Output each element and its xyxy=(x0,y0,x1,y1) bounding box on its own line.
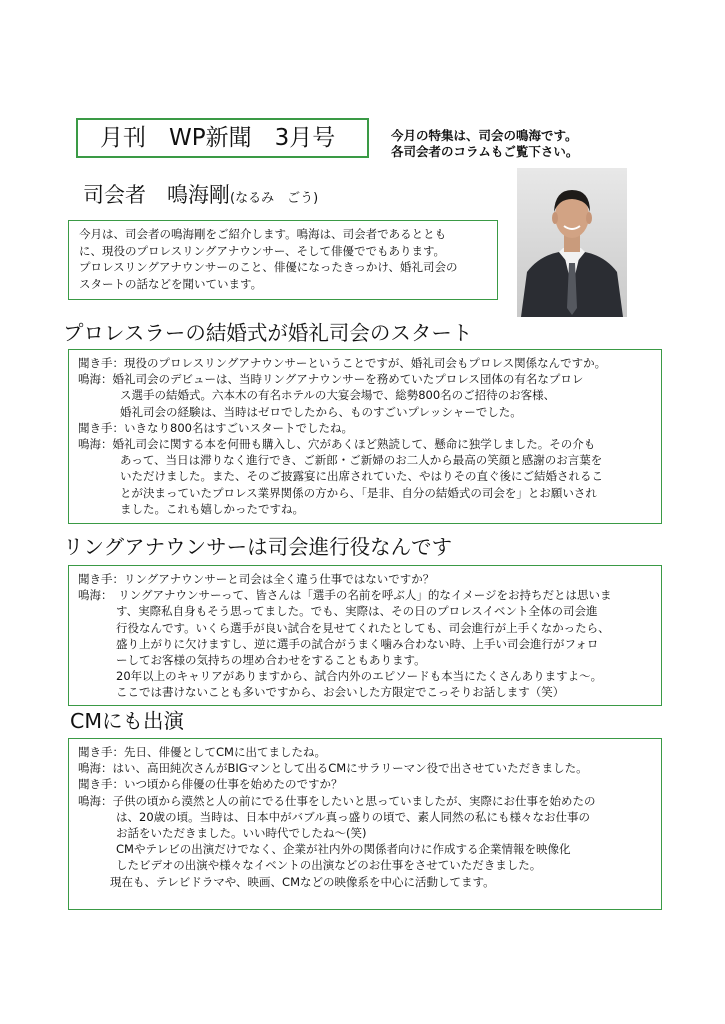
interview-line: す、実際私自身もそう思ってました。でも、実際は、その日のプロレスイベント全体の司会進 xyxy=(116,604,598,619)
mc-name-kana: (なるみ ごう) xyxy=(230,191,319,206)
interview-line: したビデオの出演や様々なイベントの出演などのお仕事をさせていただきました。 xyxy=(116,858,542,873)
interview-line: 鳴海：子供の頃から漠然と人の前にでる仕事をしたいと思っていましたが、実際にお仕事を始めたの xyxy=(78,793,596,808)
interview-line: ス選手の結婚式。六本木の有名ホテルの大宴会場で、総勢800名のご招待のお客様、 xyxy=(120,388,556,403)
interview-line: 鳴海： リングアナウンサーって、皆さんは「選手の名前を呼ぶ人」的なイメージをお持ちだとは思いま xyxy=(78,588,612,603)
interview-line: 聞き手：現役のプロレスリングアナウンサーということですが、婚礼司会もプロレス関係なんですか。 xyxy=(78,356,607,370)
interview-line: 20年以上のキャリアがありますから、試合内外のエピソードも本当にたくさんありますよ〜。 xyxy=(116,669,603,684)
interview-line: 行役なんです。いくら選手が良い試合を見せてくれたとしても、司会進行が上手くなかったら、 xyxy=(116,620,610,635)
interview-line: 盛り上がりに欠けますし、逆に選手の試合がうまく噛み合わない時、上手い司会進行がフォロ xyxy=(116,636,599,651)
interview-line: は、20歳の頃。当時は、日本中がバブル真っ盛りの頃で、素人同然の私にも様々なお仕事の xyxy=(116,809,590,824)
intro-line: プロレスリングアナウンサーのこと、俳優になったきっかけ、婚礼司会の xyxy=(79,260,458,274)
section-heading: リングアナウンサーは司会進行役なんです xyxy=(63,535,453,559)
interview-line: 聞き手：いつ頃から俳優の仕事を始めたのですか？ xyxy=(78,777,343,792)
interview-line: ました。これも嬉しかったですね。 xyxy=(120,501,304,516)
feature-note xyxy=(391,128,578,160)
interview-line: 婚礼司会の経験は、当時はゼロでしたから、ものすごいプレッシャーでした。 xyxy=(120,404,522,419)
intro-line: に、現役のプロレスリングアナウンサー、そして俳優ででもあります。 xyxy=(79,243,446,258)
interview-line: 聞き手：先日、俳優としてCMに出てましたね。 xyxy=(78,745,326,759)
interview-line: ーしてお客様の気持ちの埋め合わせをすることもあります。 xyxy=(116,653,426,668)
interview-line: あって、当日は滞りなく進行でき、ご新郎・ご新婦のお二人から最高の笑顔と感謝のお言葉を xyxy=(120,453,603,468)
section-heading: プロレスラーの結婚式が婚礼司会のスタート xyxy=(63,321,473,345)
interview-box xyxy=(68,349,662,524)
feature-line: 各司会者のコラムもご覧下さい。 xyxy=(391,144,579,159)
interview-line: とが決まっていたプロレス業界関係の方から、「是非、自分の結婚式の司会を」とお願いされ xyxy=(120,485,597,500)
interview-line: 聞き手：リングアナウンサーと司会は全く違う仕事ではないですか？ xyxy=(78,572,435,586)
section-heading: CMにも出演 xyxy=(70,709,185,733)
mc-name-heading xyxy=(83,182,318,212)
interview-box xyxy=(68,738,662,910)
interview-box xyxy=(68,565,662,706)
newsletter-title: 月刊 WP新聞 3月号 xyxy=(76,118,369,158)
interview-line: 聞き手：いきなり800名はすごいスタートでしたね。 xyxy=(78,420,353,435)
mc-name: 司会者 鳴海剛 xyxy=(83,183,230,207)
interview-line: CMやテレビの出演だけでなく、企業が社内外の関係者向けに作成する企業情報を映像化 xyxy=(116,842,571,857)
interview-line: いただけました。また、そのご披露宴に出席されていた、やはりその直ぐ後にご結婚されるこ xyxy=(120,469,603,484)
intro-box xyxy=(68,220,498,300)
interview-line: 鳴海：婚礼司会に関する本を何冊も購入し、穴があくほど熟読して、懸命に独学しました。その介も xyxy=(78,437,596,452)
interview-line: ここでは書けないことも多いですから、お会いした方限定でこっそりお話します（笑） xyxy=(116,685,565,700)
interview-line: 現在も、テレビドラマや、映画、CMなどの映像系を中心に活動してます。 xyxy=(110,874,495,889)
interview-line: 鳴海：はい、高田純次さんがBIGマンとして出るCMにサラリーマン役で出させていただきました。 xyxy=(78,761,588,776)
intro-line: 今月は、司会者の鳴海剛をご紹介します。鳴海は、司会者であるととも xyxy=(79,227,447,241)
feature-line: 今月の特集は、司会の鳴海です。 xyxy=(391,128,578,143)
portrait-illustration xyxy=(517,168,627,317)
interview-line: お話をいただきました。いい時代でしたね〜(笑) xyxy=(116,826,367,841)
intro-line: スタートの話などを聞いています。 xyxy=(79,276,263,291)
interview-line: 鳴海：婚礼司会のデビューは、当時リングアナウンサーを務めていたプロレス団体の有名なプロレ xyxy=(78,372,584,387)
portrait-photo xyxy=(517,168,627,317)
